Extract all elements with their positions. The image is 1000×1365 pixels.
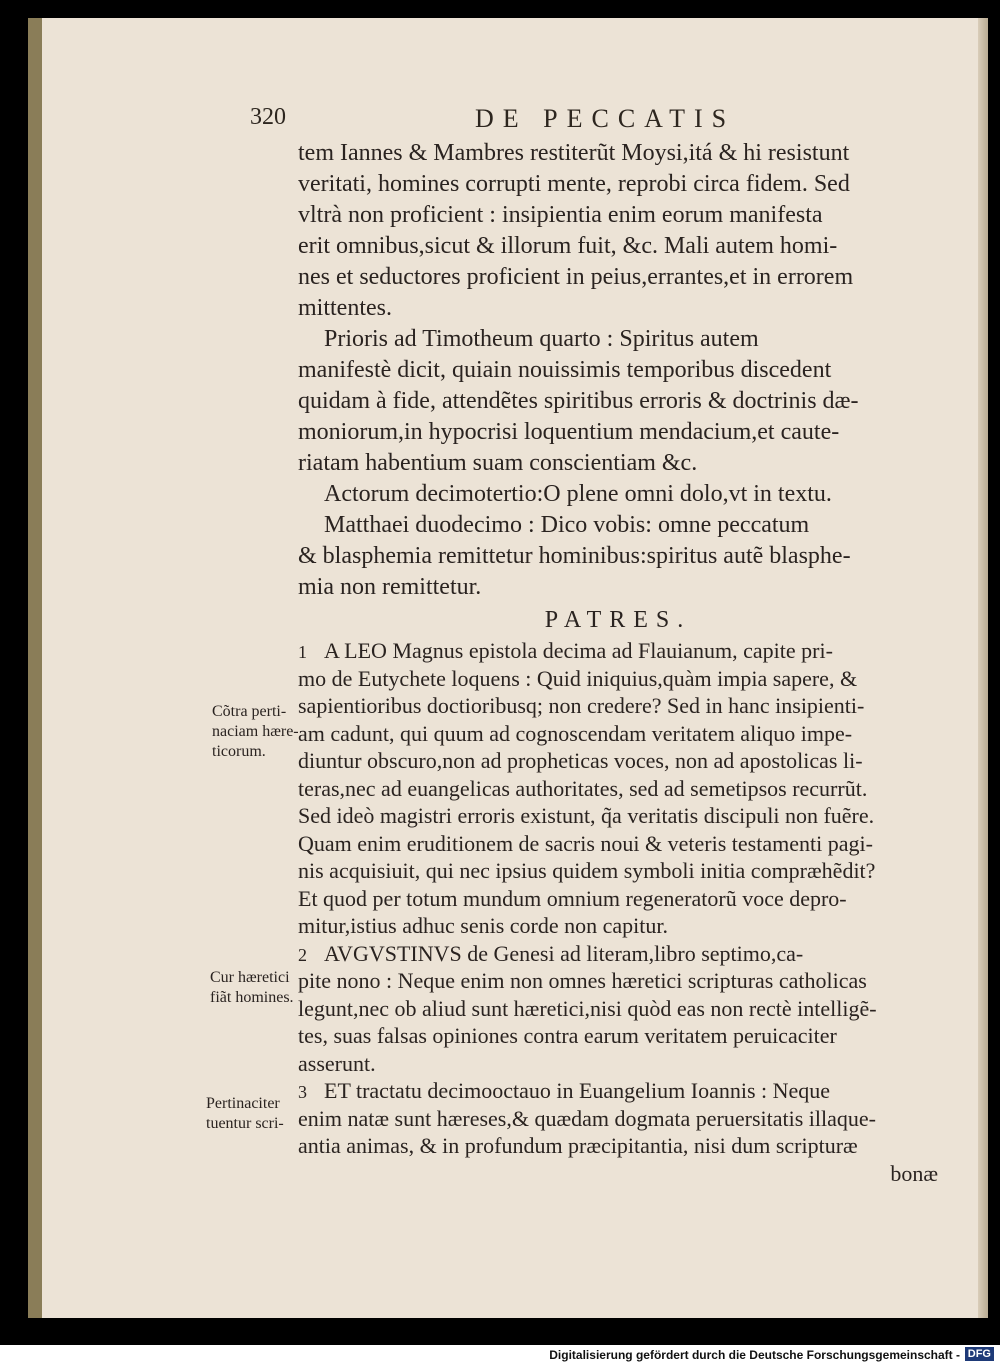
text-line: 2 AVGVSTINVS de Genesi ad literam,libro septimo,ca- [298, 940, 938, 968]
text-body [298, 138, 938, 1187]
text-line: manifestè dicit, quiain nouissimis temporibus discedent [298, 357, 832, 383]
text-line: Matthaei duodecimo : Dico vobis: omne peccatum [324, 512, 810, 538]
text-line: mittentes. [298, 295, 392, 321]
text-line: nis acquisiuit, qui nec ipsius quidem symboli initia compræhẽdit? [298, 858, 876, 883]
text-line: sapientioribus doctioribusq; non credere? Sed in hanc insipienti- [298, 693, 865, 718]
text-line: mia non remittetur. [298, 574, 482, 600]
running-title: DE PECCATIS [475, 104, 736, 133]
marginal-note: Cõtra perti- naciam hære- ticorum. [212, 703, 299, 760]
catchword: bonæ [890, 1160, 938, 1186]
text-line: Sed ideò magistri erroris existunt, q̃a veritatis discipuli non fuẽre. [298, 803, 875, 828]
text-line: 1 A LEO Magnus epistola decima ad Flauianum, capite pri- [298, 637, 938, 665]
text-line: legunt,nec ob aliud sunt hæretici,nisi quòd eas non rectè intelligẽ- [298, 995, 877, 1021]
text-line: nes et seductores proficient in peius,errantes,et in errorem [298, 264, 854, 290]
text-line: & blasphemia remittetur hominibus:spiritus autẽ blasphe- [298, 543, 851, 569]
text-line: quidam à fide, attendẽtes spiritibus erroris & doctrinis dæ- [298, 388, 859, 414]
marginal-note: Cur hæretici fiãt homines. [210, 969, 294, 1006]
page-edge [978, 18, 988, 1318]
text-line: riatam habentium suam conscientiam &c. [298, 450, 698, 476]
section-heading: PATRES. [544, 607, 692, 633]
text-line: mitur,istius adhuc senis corde non capitur. [298, 913, 668, 938]
text-line: enim natæ sunt hæreses,& quædam dogmata peruersitatis illaque- [298, 1105, 876, 1131]
text-line: veritati, homines corrupti mente, reprobi circa fidem. Sed [298, 171, 850, 197]
page-header [250, 104, 950, 140]
text-line: 3 ET tractatu decimooctauo in Euangelium Ioannis : Neque [298, 1077, 938, 1105]
page-number: 320 [250, 104, 286, 130]
text-line: tem Iannes & Mambres restiterũt Moysi,itá & hi resistunt [298, 140, 850, 166]
text-line: moniorum,in hypocrisi loquentium mendacium,et caute- [298, 419, 840, 445]
text-line: mo de Eutychete loquens : Quid iniquius,quàm impia sapere, & [298, 665, 858, 691]
paragraph-number: 1 [298, 642, 307, 662]
dfg-logo-icon: DFG [965, 1347, 994, 1361]
paragraph-number: 3 [298, 1082, 307, 1102]
text-line: Quam enim eruditionem de sacris noui & veteris testamenti pagi- [298, 830, 873, 856]
text-line: Prioris ad Timotheum quarto : Spiritus autem [324, 326, 759, 352]
marginal-note: Pertinaciter tuentur scri- [206, 1095, 284, 1132]
text-line: diuntur obscuro,non ad propheticas voces, non ad apostolicas li- [298, 748, 863, 773]
text-line: Et quod per totum mundum omnium regeneratorũ voce depro- [298, 885, 847, 911]
text-line: Actorum decimotertio:O plene omni dolo,vt in textu. [324, 481, 832, 507]
paragraph-number: 2 [298, 944, 307, 965]
footer-bar [0, 1345, 1000, 1365]
text-line: am cadunt, qui quum ad cognoscendam veritatem aliquo impe- [298, 720, 853, 746]
text-line: teras,nec ad euangelicas authoritates, sed ad semetipsos recurrũt. [298, 775, 868, 801]
text-line: erit omnibus,sicut & illorum fuit, &c. Mali autem homi- [298, 233, 838, 259]
text-line: antia animas, & in profundum præcipitantia, nisi dum scripturæ [298, 1133, 858, 1158]
text-line: tes, suas falsas opiniones contra earum veritatem peruicaciter [298, 1023, 837, 1048]
text-line: vltrà non proficient : insipientia enim eorum manifesta [298, 202, 823, 228]
text-line: pite nono : Neque enim non omnes hæretici scripturas catholicas [298, 968, 867, 993]
footer-credit: Digitalisierung gefördert durch die Deutsche Forschungsgemeinschaft - [549, 1348, 960, 1362]
text-line: asserunt. [298, 1050, 376, 1076]
